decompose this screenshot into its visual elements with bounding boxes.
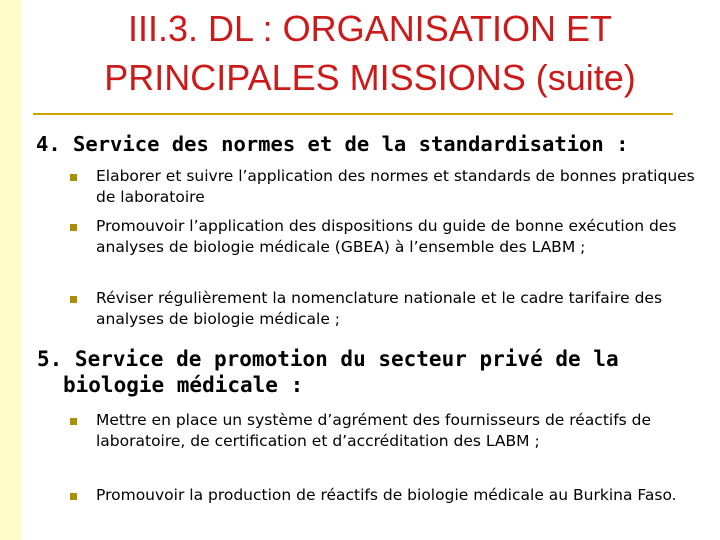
square-bullet-icon [70, 224, 77, 231]
title-divider [33, 113, 673, 115]
left-accent-bar [0, 0, 21, 540]
list-item-text: Réviser régulièrement la nomenclature nationale et le cadre tarifaire des analyses de biologie médicale ; [96, 289, 663, 328]
list-item-text: Promouvoir l’application des dispositions du guide de bonne exécution des analyses de biologie médicale (GBEA) à l’ensemble des LABM ; [96, 217, 677, 256]
section-4-list-3 [70, 288, 695, 330]
list-item [70, 216, 695, 258]
slide-title [30, 4, 710, 102]
list-item-text: Mettre en place un système d’agrément des fournisseurs de réactifs de laboratoire, de certification et d’accréditation des LABM ; [96, 411, 652, 450]
list-item-text: Elaborer et suivre l’application des normes et standards de bonnes pratiques de laboratoire [96, 167, 695, 206]
title-prefix: III.3. [127, 8, 198, 49]
section-5-list-2 [70, 485, 695, 506]
section-4-list [70, 166, 695, 208]
square-bullet-icon [70, 418, 77, 425]
section-4-heading: 4. Service des normes et de la standardisation : [36, 132, 629, 156]
title-line1-text: DL : ORGANISATION ET [207, 8, 613, 49]
list-item [70, 288, 695, 330]
slide-title-line2: PRINCIPALES MISSIONS (suite) [104, 57, 636, 98]
section-5-list [70, 410, 695, 452]
section-5-heading-line1: 5. Service de promotion du secteur privé de la [37, 347, 619, 371]
square-bullet-icon [70, 296, 77, 303]
list-item-text: Promouvoir la production de réactifs de biologie médicale au Burkina Faso. [96, 486, 677, 504]
list-item [70, 485, 695, 506]
slide-title-line1 [30, 4, 710, 53]
square-bullet-icon [70, 174, 77, 181]
section-4-list-2 [70, 216, 695, 258]
square-bullet-icon [70, 493, 77, 500]
section-5-heading [37, 346, 705, 398]
list-item [70, 410, 695, 452]
section-5-heading-line2: biologie médicale : [63, 373, 304, 397]
list-item [70, 166, 695, 208]
